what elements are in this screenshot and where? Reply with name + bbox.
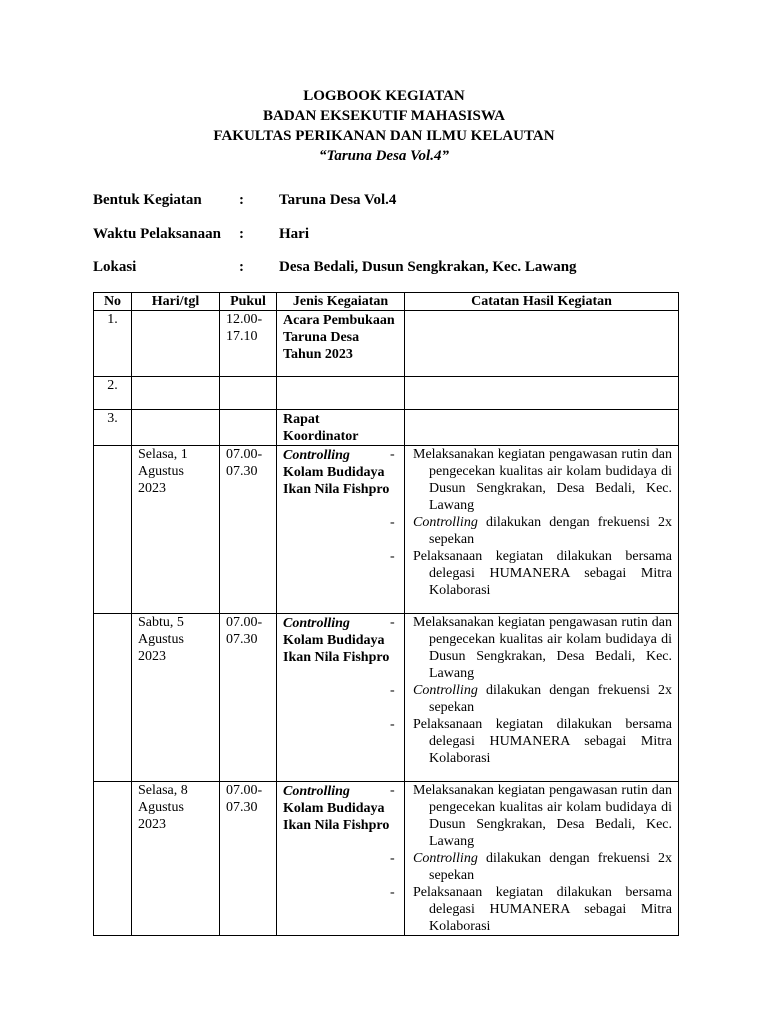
meta-label: Lokasi xyxy=(93,259,137,275)
note-text: Pelaksanaan kegiatan dilakukan bersama delegasi HUMANERA sebagai Mitra Kolaborasi xyxy=(413,885,672,934)
cell-catatan xyxy=(405,410,679,446)
table-row xyxy=(94,410,679,446)
cell-date xyxy=(132,311,220,377)
cell-time xyxy=(220,377,277,410)
note-text: Melaksanakan kegiatan pengawasan rutin dan pengecekan kualitas air kolam budidaya di Dusun Sengkrakan, Desa Bedali, Kec. Lawang xyxy=(413,447,672,513)
note-text: Pelaksanaan kegiatan dilakukan bersama delegasi HUMANERA sebagai Mitra Kolaborasi xyxy=(413,549,672,598)
cell-time: 07.00-07.30 xyxy=(220,782,277,936)
meta-value: Hari xyxy=(279,226,309,242)
cell-time: 07.00-07.30 xyxy=(220,446,277,614)
notes-list xyxy=(405,782,672,935)
meta-label: Bentuk Kegiatan xyxy=(93,192,202,208)
cell-no xyxy=(94,782,132,936)
cell-date: Sabtu, 5 Agustus 2023 xyxy=(132,614,220,782)
jenis-text: Rapat Koordinator xyxy=(283,412,359,444)
cell-catatan xyxy=(405,446,679,614)
table-row xyxy=(94,446,679,614)
col-header-time: Pukul xyxy=(220,293,277,311)
col-header-no: No xyxy=(94,293,132,311)
doc-subtitle: “Taruna Desa Vol.4” xyxy=(319,148,449,164)
meta-value: Desa Bedali, Dusun Sengkrakan, Kec. Lawang xyxy=(279,259,577,275)
cell-jenis xyxy=(277,782,405,936)
cell-no xyxy=(94,614,132,782)
note-text: Pelaksanaan kegiatan dilakukan bersama delegasi HUMANERA sebagai Mitra Kolaborasi xyxy=(413,717,672,766)
jenis-text: Kolam Budidaya Ikan Nila Fishpro xyxy=(283,633,390,665)
cell-jenis xyxy=(277,446,405,614)
note-item xyxy=(413,782,672,850)
cell-no: 3. xyxy=(94,410,132,446)
note-text: dilakukan dengan frekuensi 2x sepekan xyxy=(429,683,672,715)
meta-colon: : xyxy=(239,259,244,275)
cell-date: Selasa, 8 Agustus 2023 xyxy=(132,782,220,936)
jenis-text: Acara Pembukaan Taruna Desa Tahun 2023 xyxy=(283,313,395,362)
cell-jenis xyxy=(277,614,405,782)
cell-catatan xyxy=(405,311,679,377)
cell-date xyxy=(132,410,220,446)
meta-colon: : xyxy=(239,226,244,242)
jenis-italic-text: Controlling xyxy=(283,616,350,631)
cell-time xyxy=(220,410,277,446)
cell-time: 12.00-17.10 xyxy=(220,311,277,377)
note-text: dilakukan dengan frekuensi 2x sepekan xyxy=(429,851,672,883)
col-header-date: Hari/tgl xyxy=(132,293,220,311)
note-item xyxy=(413,614,672,682)
cell-jenis xyxy=(277,311,405,377)
cell-date: Selasa, 1 Agustus 2023 xyxy=(132,446,220,614)
note-italic-text: Controlling xyxy=(413,515,478,530)
meta-value: Taruna Desa Vol.4 xyxy=(279,192,397,208)
table-row xyxy=(94,614,679,782)
cell-catatan xyxy=(405,614,679,782)
notes-list xyxy=(405,446,672,599)
jenis-text: Kolam Budidaya Ikan Nila Fishpro xyxy=(283,465,390,497)
doc-title-1: LOGBOOK KEGIATAN xyxy=(303,88,465,104)
table-body xyxy=(94,311,679,936)
note-italic-text: Controlling xyxy=(413,851,478,866)
table-row xyxy=(94,377,679,410)
table-row xyxy=(94,311,679,377)
logbook-table xyxy=(93,292,679,936)
doc-title-3: FAKULTAS PERIKANAN DAN ILMU KELAUTAN xyxy=(213,128,555,144)
note-item xyxy=(413,682,672,716)
doc-title-2: BADAN EKSEKUTIF MAHASISWA xyxy=(263,108,505,124)
meta-colon: : xyxy=(239,192,244,208)
cell-jenis xyxy=(277,377,405,410)
note-item xyxy=(413,884,672,935)
note-text: Melaksanakan kegiatan pengawasan rutin dan pengecekan kualitas air kolam budidaya di Dusun Sengkrakan, Desa Bedali, Kec. Lawang xyxy=(413,615,672,681)
col-header-jenis: Jenis Kegaiatan xyxy=(277,293,405,311)
note-item xyxy=(413,716,672,767)
col-header-catatan: Catatan Hasil Kegiatan xyxy=(405,293,679,311)
table-row xyxy=(94,782,679,936)
note-item xyxy=(413,850,672,884)
table-header-row xyxy=(94,293,679,311)
note-text: Melaksanakan kegiatan pengawasan rutin dan pengecekan kualitas air kolam budidaya di Dusun Sengkrakan, Desa Bedali, Kec. Lawang xyxy=(413,783,672,849)
notes-list xyxy=(405,614,672,767)
note-item xyxy=(413,446,672,514)
jenis-text: Kolam Budidaya Ikan Nila Fishpro xyxy=(283,801,390,833)
cell-no: 1. xyxy=(94,311,132,377)
jenis-italic-text: Controlling xyxy=(283,784,350,799)
cell-time: 07.00-07.30 xyxy=(220,614,277,782)
note-item xyxy=(413,514,672,548)
note-text: dilakukan dengan frekuensi 2x sepekan xyxy=(429,515,672,547)
cell-catatan xyxy=(405,377,679,410)
meta-label: Waktu Pelaksanaan xyxy=(93,226,221,242)
note-item xyxy=(413,548,672,599)
cell-no xyxy=(94,446,132,614)
cell-no: 2. xyxy=(94,377,132,410)
cell-catatan xyxy=(405,782,679,936)
document-header xyxy=(0,86,768,166)
cell-jenis xyxy=(277,410,405,446)
cell-date xyxy=(132,377,220,410)
jenis-italic-text: Controlling xyxy=(283,448,350,463)
note-italic-text: Controlling xyxy=(413,683,478,698)
